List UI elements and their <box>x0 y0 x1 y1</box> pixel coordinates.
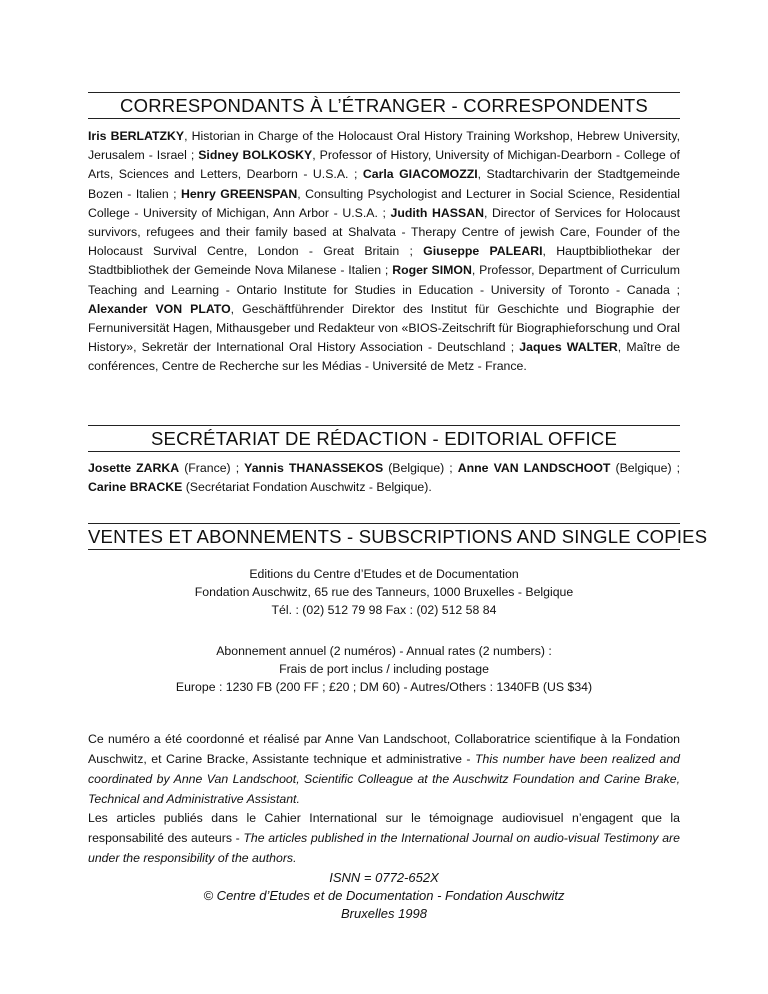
rates-block <box>88 642 680 696</box>
publisher-line: Editions du Centre d’Etudes et de Documentation <box>249 567 519 581</box>
issn-line: ISNN = 0772-652X <box>329 870 439 885</box>
person-name: Alexander VON PLATO <box>88 301 231 316</box>
editorial-text: Josette ZARKA (France) ; Yannis THANASSEKOS (Belgique) ; Anne VAN LANDSCHOOT (Belgique) ; Carine BRACKE (Secrétariat Fondation Auschwitz - Belgique). <box>88 461 681 495</box>
imprint-block <box>88 869 680 923</box>
person-name: Josette ZARKA <box>88 461 180 475</box>
correspondents-text: Iris BERLATZKY, Historian in Charge of the Holocaust Oral History Training Workshop, Hebrew University, Jerusalem - Israel ; Sidney BOLKOSKY, Professor of History, University of Michigan-Dearborn - College of Arts, Sciences and Letters, Dearborn - U.S.A. ; Carla GIACOMOZZI, Stadtarchivarin der Stadtgemeinde Bozen - Italien ; Henry GREENSPAN, Consulting Psychologist and Lecturer in Social Science, Residential College - University of Michigan, Ann Arbor - U.S.A. ; Judith HASSAN, Director of Services for Holocaust survivors, refugees and their family based at Shalvata - Therapy Centre of jewish Care, Founder of the Holocaust Survival Centre, London - Great Britain ; Giuseppe PALEARI, Hauptbibliothekar der Stadtbibliothek der Gemeinde Nova Milanese - Italien ; Roger SIMON, Professor, Department of Curriculum Teaching and Learning - Ontario Institute for Studies in Education - University of Toronto - Canada ; Alexander VON PLATO, Geschäftführender Direktor des Institut für Geschichte und Biographie der Fernuniversität Hagen, Mithausgeber und Redakteur von «BIOS-Zeitschrift für Biographieforschung und Oral History», Sekretär der International Oral History Association - Deutschland ; Jaques WALTER, Maître de conférences, Centre de Recherche sur les Médias - Université de Metz - France. <box>88 129 681 374</box>
publisher-block <box>88 565 680 619</box>
disclaimer-paragraph: Les articles publiés dans le Cahier International sur le témoignage audiovisuel n’engagent que la responsabilité des auteurs - The articles published in the International Journal on audio-visual Testimony are under the responsibility of the authors. <box>88 811 680 865</box>
person-name: Iris BERLATZKY <box>88 129 185 143</box>
person-name: Carla GIACOMOZZI <box>362 167 478 182</box>
credits-paragraph: Ce numéro a été coordonné et réalisé par Anne Van Landschoot, Collaboratrice scientifique à la Fondation Auschwitz, et Carine Bracke, Assistante technique et administrative - This number have been realized and coordinated by Anne Van Landschoot, Scientific Colleague at the Auschwitz Foundation and Carine Brake, Technical and Administrative Assistant. <box>88 732 681 806</box>
address-line: Fondation Auschwitz, 65 rue des Tanneurs, 1000 Bruxelles - Belgique <box>194 585 574 599</box>
person-name: Anne VAN LANDSCHOOT <box>457 461 611 475</box>
person-name: Yannis THANASSEKOS <box>244 461 384 475</box>
person-name: Carine BRACKE <box>88 480 183 495</box>
person-name: Sidney BOLKOSKY <box>198 148 313 163</box>
rates-line: Abonnement annuel (2 numéros) - Annual rates (2 numbers) : <box>216 644 552 658</box>
correspondents-heading: CORRESPONDANTS À L’ÉTRANGER - CORRESPONDENTS <box>88 92 680 119</box>
copyright-line: © Centre d’Etudes et de Documentation - Fondation Auschwitz <box>203 888 565 903</box>
phone-fax-line: Tél. : (02) 512 79 98 Fax : (02) 512 58 84 <box>271 603 497 617</box>
person-name: Roger SIMON <box>392 263 472 278</box>
person-name: Giuseppe PALEARI <box>423 244 543 259</box>
postage-line: Frais de port inclus / including postage <box>279 662 489 676</box>
prices-line: Europe : 1230 FB (200 FF ; £20 ; DM 60) - Autres/Others : 1340FB (US $34) <box>175 680 593 694</box>
subscriptions-heading: VENTES ET ABONNEMENTS - SUBSCRIPTIONS AND SINGLE COPIES <box>88 523 680 550</box>
person-name: Henry GREENSPAN <box>180 186 298 201</box>
person-name: Jaques WALTER <box>519 340 618 355</box>
editorial-heading: SECRÉTARIAT DE RÉDACTION - EDITORIAL OFFICE <box>88 425 680 452</box>
person-name: Judith HASSAN <box>390 205 484 220</box>
place-year-line: Bruxelles 1998 <box>341 906 427 921</box>
